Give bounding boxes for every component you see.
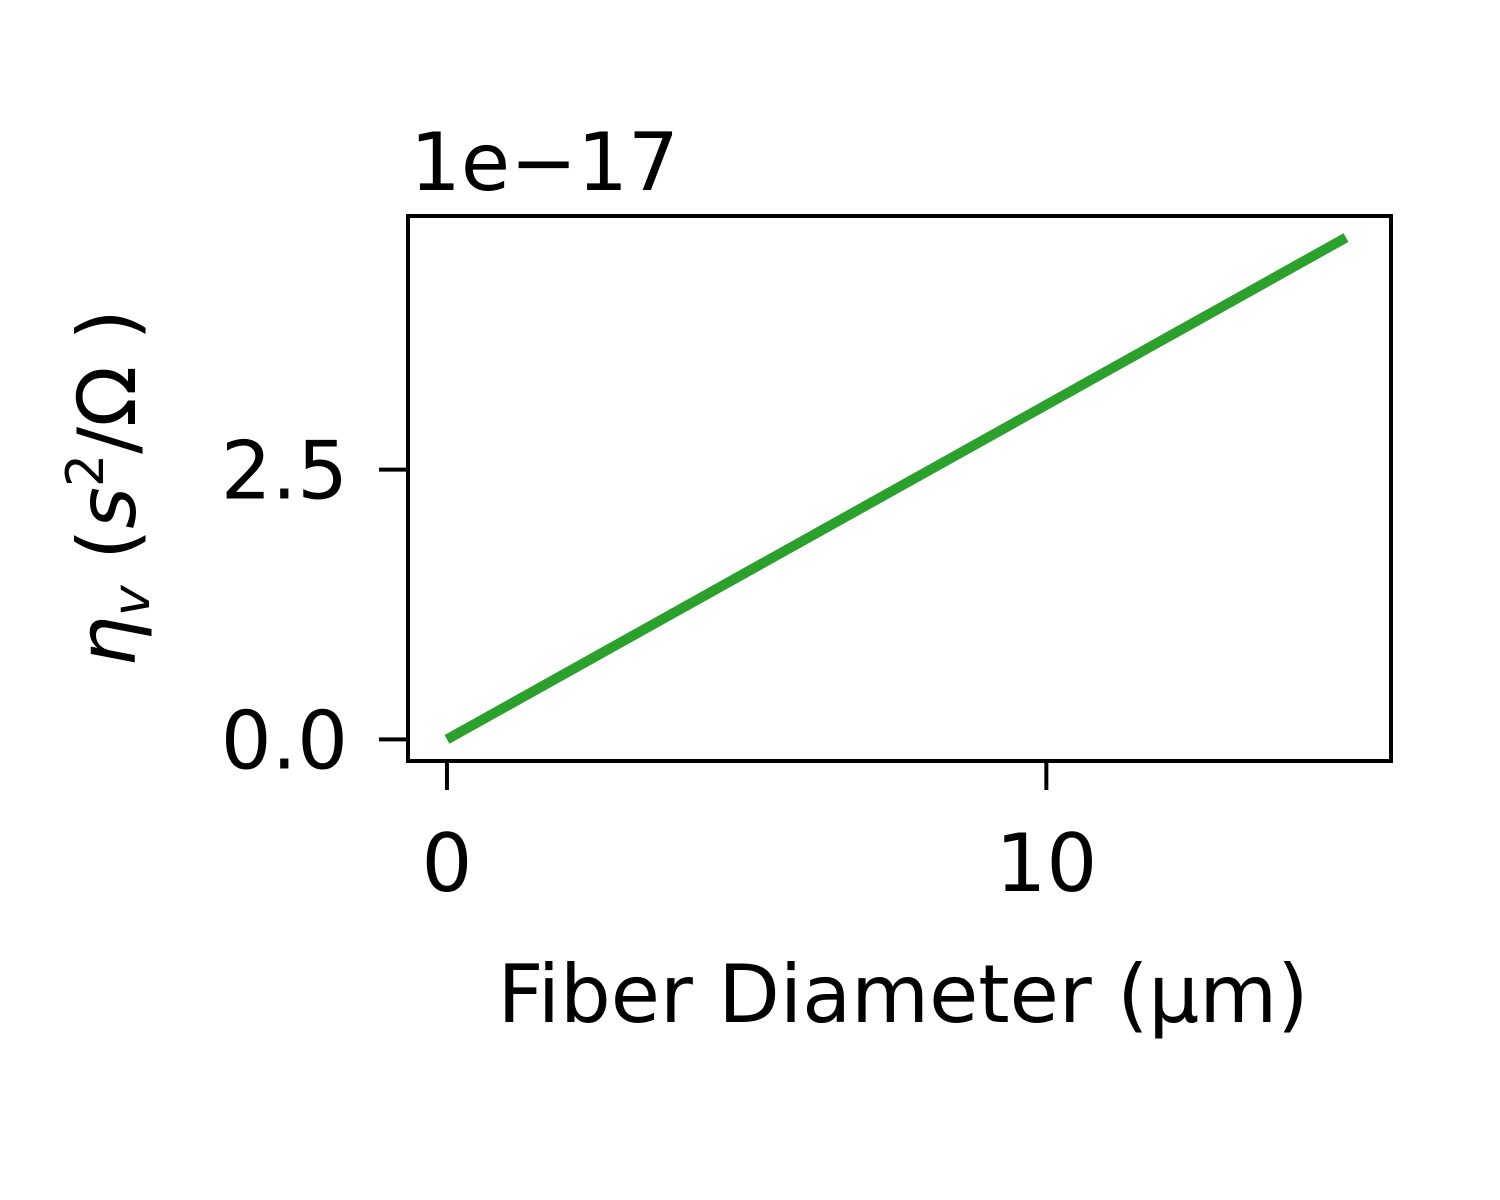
x-axis-ticks [422, 761, 1098, 910]
y-axis-label [56, 309, 162, 667]
y-axis-label-rest: /Ω ) [61, 309, 154, 454]
y-offset-text: 1e−17 [410, 116, 679, 209]
y-axis-label-unit: s [61, 487, 154, 529]
y-axis-label-symbol: η [61, 616, 154, 667]
y-tick-label: 0.0 [220, 694, 348, 788]
y-axis-label-exponent: 2 [56, 453, 116, 488]
y-axis-label-subscript: v [102, 585, 162, 617]
y-tick-label: 2.5 [220, 424, 348, 518]
x-axis-label: Fiber Diameter (μm) [497, 948, 1309, 1041]
y-axis-ticks [221, 425, 408, 788]
y-axis-label-open: ( [61, 528, 154, 586]
x-tick-label: 10 [995, 817, 1098, 910]
x-tick-label: 0 [421, 817, 473, 910]
